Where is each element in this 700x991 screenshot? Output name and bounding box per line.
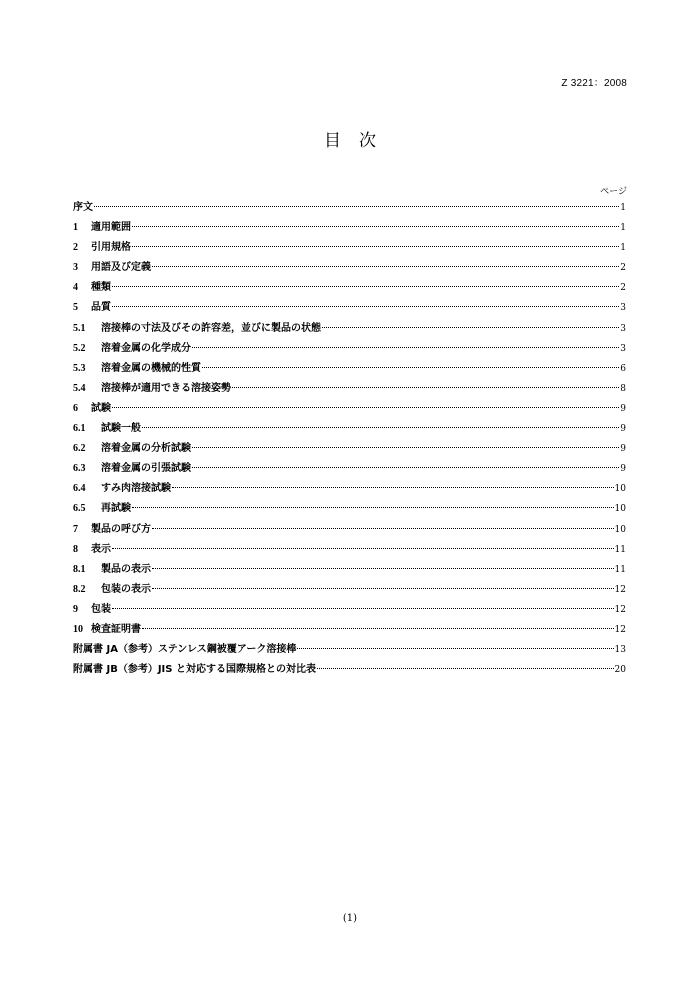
toc-entry-title: 附属書 JB（参考）JIS と対応する国際規格との対比表	[73, 664, 316, 676]
toc-entry-page: 1	[620, 243, 626, 254]
toc-entry-title: 溶着金属の機械的性質	[101, 362, 201, 374]
toc-entry-number: 6.1	[73, 423, 86, 435]
toc-leader-dots	[152, 568, 614, 569]
toc-entry-page: 12	[614, 604, 626, 615]
toc-leader-dots	[172, 487, 614, 488]
toc-entry[interactable]	[73, 321, 626, 341]
toc-entry[interactable]	[73, 602, 626, 622]
toc-entry[interactable]	[73, 280, 626, 300]
toc-entry-title: 用語及び定義	[91, 262, 151, 274]
toc-entry[interactable]	[73, 361, 626, 381]
toc-entry-number: 8	[73, 543, 78, 555]
toc-entry-number: 6.2	[73, 443, 86, 455]
toc-entry-title: 溶着金属の化学成分	[101, 342, 191, 354]
toc-entry-page: 9	[620, 424, 626, 435]
toc-entry[interactable]	[73, 501, 626, 521]
toc-entry-page: 13	[614, 645, 626, 656]
toc-entry[interactable]	[73, 461, 626, 481]
toc-entry-number: 10	[73, 623, 83, 635]
toc-entry-number: 5.1	[73, 322, 86, 334]
toc-entry-title: 引用規格	[91, 242, 131, 254]
toc-entry[interactable]	[73, 582, 626, 602]
page-title: 目次	[324, 131, 394, 151]
toc-entry-number: 9	[73, 603, 78, 615]
toc-entry[interactable]	[73, 421, 626, 441]
toc-entry[interactable]	[73, 522, 626, 542]
toc-entry-number: 1	[73, 222, 78, 234]
toc-entry-number: 7	[73, 523, 78, 535]
toc-entry-number: 5	[73, 302, 78, 314]
toc-entry-page: 10	[614, 524, 626, 535]
toc-entry[interactable]	[73, 481, 626, 501]
toc-entry-number: 6.3	[73, 463, 86, 475]
toc-entry-number: 6.4	[73, 483, 86, 495]
toc-entry-page: 10	[614, 504, 626, 515]
toc-entry[interactable]	[73, 220, 626, 240]
toc-leader-dots	[192, 347, 619, 348]
toc-entry-number: 4	[73, 282, 78, 294]
toc-entry[interactable]	[73, 240, 626, 260]
toc-leader-dots	[112, 306, 619, 307]
toc-entry-title: 包装	[91, 603, 111, 615]
toc-entry-page: 9	[620, 464, 626, 475]
toc-entry-title: 溶着金属の引張試験	[101, 463, 191, 475]
toc-entry-title: 表示	[91, 543, 111, 555]
toc-entry-page: 3	[620, 343, 626, 354]
toc-leader-dots	[112, 548, 614, 549]
toc-entry-number: 8.2	[73, 583, 86, 595]
toc-entry-page: 11	[614, 544, 626, 555]
toc-leader-dots	[322, 327, 619, 328]
toc-entry-page: 6	[620, 363, 626, 374]
page-column-label: ページ	[600, 187, 627, 197]
toc-entry-page: 9	[620, 444, 626, 455]
toc-leader-dots	[142, 628, 614, 629]
toc-entry[interactable]	[73, 260, 626, 280]
toc-entry-title: 品質	[91, 302, 111, 314]
toc-leader-dots	[192, 467, 619, 468]
page-number: (1)	[342, 913, 358, 924]
toc-entry[interactable]	[73, 441, 626, 461]
toc-entry-title: すみ肉溶接試験	[101, 483, 171, 495]
toc-entry-number: 6	[73, 402, 78, 414]
toc-entry-title: 製品の呼び方	[91, 523, 151, 535]
toc-entry-number: 3	[73, 262, 78, 274]
toc-leader-dots	[112, 407, 619, 408]
toc-entry-page: 1	[620, 223, 626, 234]
toc-entry-title: 試験	[91, 402, 111, 414]
toc-entry-number: 5.3	[73, 362, 86, 374]
toc-entry-page: 12	[614, 584, 626, 595]
toc-entry-page: 12	[614, 624, 626, 635]
toc-entry-page: 1	[620, 203, 626, 213]
toc-entry-title: 序文	[73, 202, 93, 213]
toc-leader-dots	[152, 588, 614, 589]
toc-entry-title: 適用範囲	[91, 222, 131, 234]
toc-entry-number: 8.1	[73, 563, 86, 575]
toc-leader-dots	[112, 608, 614, 609]
toc-entry-number: 5.4	[73, 382, 86, 394]
toc-entry-number: 5.2	[73, 342, 86, 354]
toc-entry-number: 6.5	[73, 503, 86, 515]
table-of-contents	[73, 200, 626, 682]
toc-entry[interactable]	[73, 381, 626, 401]
toc-leader-dots	[132, 226, 619, 227]
toc-entry[interactable]	[73, 662, 626, 682]
toc-leader-dots	[152, 266, 619, 267]
standard-number: Z 3221：2008	[561, 78, 627, 89]
toc-entry[interactable]	[73, 622, 626, 642]
toc-leader-dots	[232, 387, 619, 388]
toc-entry[interactable]	[73, 341, 626, 361]
toc-entry-title: 溶接棒が適用できる溶接姿勢	[101, 382, 231, 394]
toc-leader-dots	[94, 206, 619, 207]
toc-leader-dots	[317, 668, 614, 669]
toc-entry[interactable]	[73, 562, 626, 582]
toc-entry-title: 附属書 JA（参考）ステンレス鋼被覆アーク溶接棒	[73, 644, 297, 656]
toc-leader-dots	[202, 367, 619, 368]
toc-entry-page: 11	[614, 564, 626, 575]
toc-entry-page: 10	[614, 484, 626, 495]
toc-leader-dots	[152, 528, 614, 529]
toc-entry-page: 9	[620, 403, 626, 414]
toc-entry-title: 包装の表示	[101, 583, 151, 595]
toc-leader-dots	[132, 246, 619, 247]
toc-leader-dots	[112, 286, 619, 287]
toc-entry-page: 3	[620, 303, 626, 314]
toc-entry-title: 試験一般	[101, 423, 141, 435]
toc-entry-title: 検査証明書	[91, 623, 141, 635]
toc-entry[interactable]	[73, 642, 626, 662]
toc-leader-dots	[297, 648, 613, 649]
toc-entry-page: 3	[620, 323, 626, 334]
toc-entry[interactable]	[73, 300, 626, 320]
toc-entry-title: 溶接棒の寸法及びその許容差，並びに製品の状態	[101, 322, 321, 334]
toc-entry-number: 2	[73, 242, 78, 254]
toc-entry-title: 再試験	[101, 503, 131, 515]
toc-entry-page: 2	[620, 263, 626, 274]
toc-entry-page: 8	[620, 383, 626, 394]
toc-entry[interactable]	[73, 200, 626, 220]
toc-entry-title: 種類	[91, 282, 111, 294]
toc-leader-dots	[132, 507, 614, 508]
toc-entry-title: 製品の表示	[101, 563, 151, 575]
toc-entry-page: 2	[620, 283, 626, 294]
toc-entry[interactable]	[73, 401, 626, 421]
toc-leader-dots	[142, 427, 619, 428]
toc-entry-page: 20	[614, 665, 626, 676]
toc-entry-title: 溶着金属の分析試験	[101, 443, 191, 455]
toc-entry[interactable]	[73, 542, 626, 562]
toc-leader-dots	[192, 447, 619, 448]
